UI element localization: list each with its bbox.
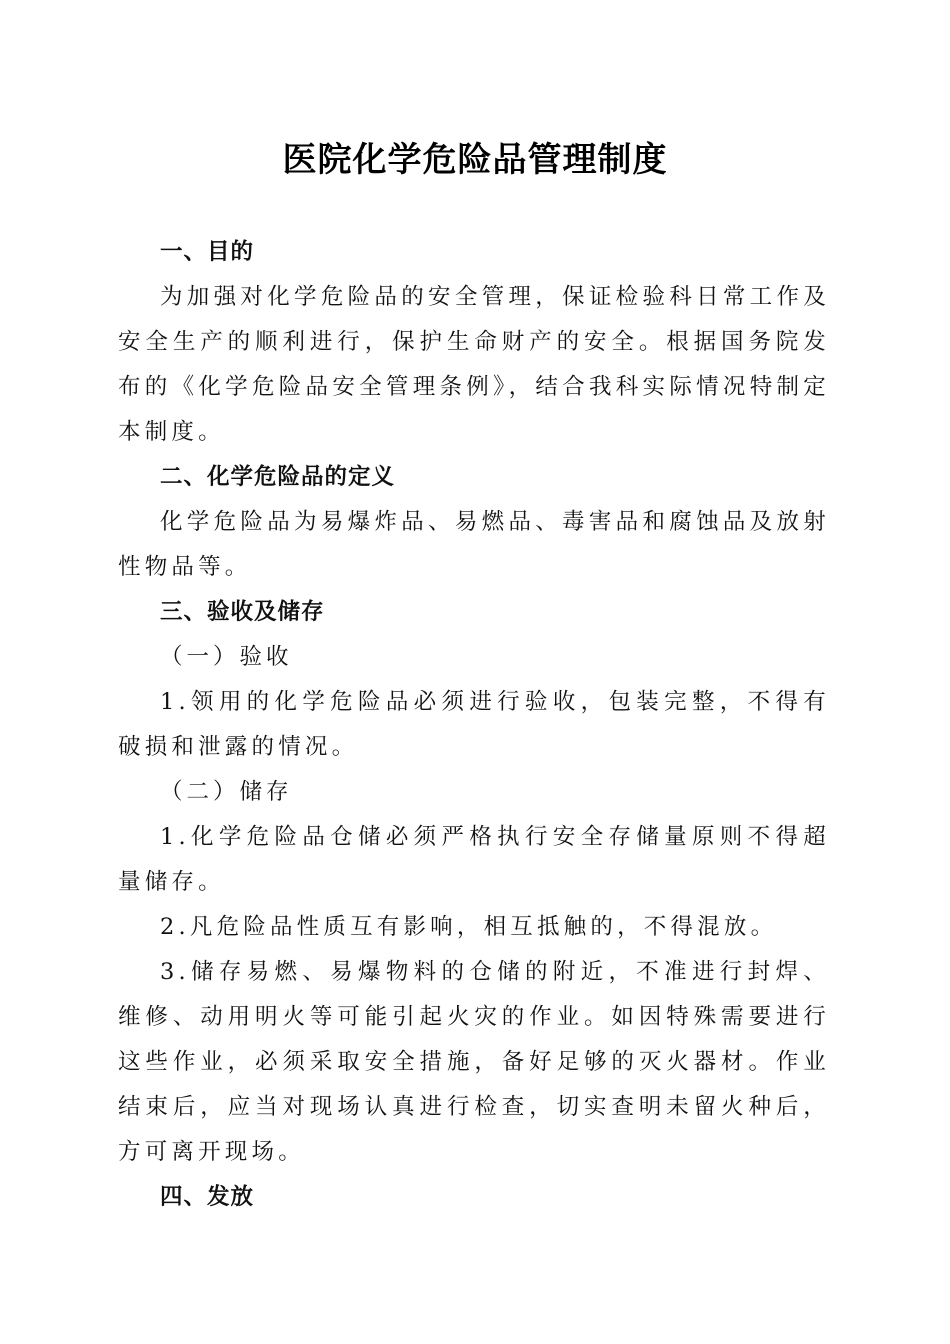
subheading-acceptance: （一）验收 [160, 644, 293, 670]
subheading-storage: （二）储存 [160, 779, 293, 805]
definition-paragraph: 化学危险品为易爆炸品、易燃品、毒害品和腐蚀品及放射性物品等。 [118, 509, 830, 580]
storage-item-3: 3.储存易燃、易爆物料的仓储的附近，不准进行封焊、维修、动用明火等可能引起火灾的作业。如因特殊需要进行这些作业，必须采取安全措施，备好足够的灭火器材。作业结束后，应当对现场认真进行检查，切实查明未留火种后，方可离开现场。 [118, 959, 830, 1165]
storage-item-1: 1.化学危险品仓储必须严格执行安全存储量原则不得超量储存。 [118, 824, 830, 895]
storage-item-2: 2.凡危险品性质互有影响，相互抵触的，不得混放。 [160, 914, 778, 940]
section-heading-distribution: 四、发放 [160, 1184, 255, 1210]
section-heading-acceptance-storage: 三、验收及储存 [160, 599, 325, 625]
acceptance-item-1: 1.领用的化学危险品必须进行验收，包装完整，不得有破损和泄露的情况。 [118, 689, 830, 760]
purpose-paragraph: 为加强对化学危险品的安全管理，保证检验科日常工作及安全生产的顺利进行，保护生命财产的安全。根据国务院发布的《化学危险品安全管理条例》，结合我科实际情况特制定本制度。 [118, 284, 830, 445]
section-heading-definition: 二、化学危险品的定义 [160, 464, 396, 490]
document-title: 医院化学危险品管理制度 [282, 140, 668, 180]
document-body [118, 230, 830, 1220]
section-heading-purpose: 一、目的 [160, 239, 255, 265]
